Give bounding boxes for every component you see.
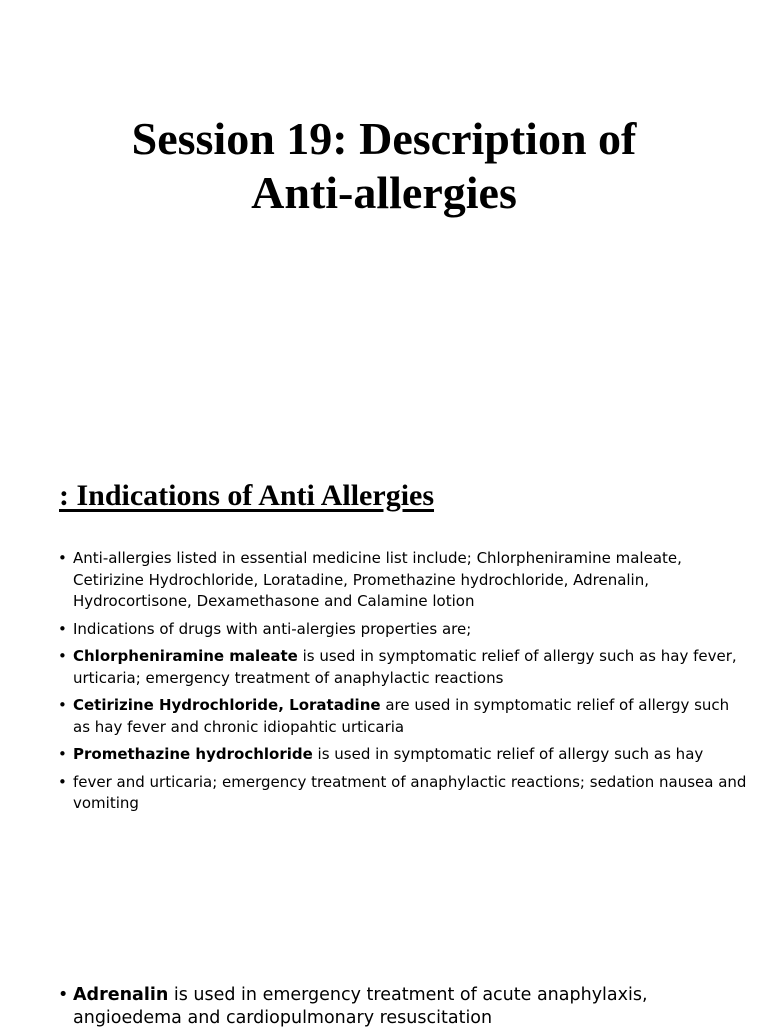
bullet-text: are used in symptomatic relief of allergy such as hay fever and chronic idiopahtic urticaria	[73, 696, 730, 736]
bullet-text: is used in emergency treatment of acute anaphylaxis, angioedema and cardiopulmonary resuscitation	[73, 985, 648, 1028]
bullet-marker: •	[58, 696, 67, 714]
bullet-bold-text: Cetirizine Hydrochloride, Loratadine	[73, 696, 381, 714]
bullet-item	[58, 744, 748, 766]
bullet-item	[58, 984, 748, 1030]
bullet-marker: •	[58, 772, 67, 791]
bullet-marker: •	[58, 647, 67, 665]
bullet-marker: •	[58, 745, 67, 763]
slide-title	[0, 112, 768, 220]
bullet-item	[58, 548, 748, 613]
bullet-marker: •	[58, 985, 69, 1005]
bullet-bold-text: Adrenalin	[73, 985, 169, 1005]
bullet-marker: •	[58, 549, 67, 567]
section-heading: : Indications of Anti Allergies	[59, 479, 435, 512]
bullet-text: is used in symptomatic relief of allergy such as hay	[312, 745, 704, 763]
bullet-item	[58, 772, 748, 815]
bullet-item	[58, 695, 748, 738]
bullet-item	[58, 619, 748, 641]
slide-title-line-2: Anti-allergies	[251, 167, 517, 218]
bullet-bold-text: Promethazine hydrochloride	[73, 745, 313, 763]
bullet-text: Indications of drugs with anti-alergies properties are;	[73, 619, 472, 638]
bullet-text: Anti-allergies listed in essential medicine list include; Chlorpheniramine maleate, Cetirizine Hydrochloride, Loratadine, Promethazine hydrochloride, Adrenalin, Hydrocortisone, Dexamethasone and Calamine lotion	[73, 549, 682, 610]
bullet-text: fever and urticaria; emergency treatment of anaphylactic reactions; sedation nausea and vomiting	[73, 772, 747, 812]
bullet-marker: •	[58, 619, 67, 638]
bullet-bold-text: Chlorpheniramine maleate	[73, 647, 298, 665]
bullet-text: is used in symptomatic relief of allergy such as hay fever, urticaria; emergency treatment of anaphylactic reactions	[73, 647, 737, 687]
slide-title-line-1: Session 19: Description of	[131, 113, 637, 164]
adrenalin-bullet-list	[58, 984, 748, 1030]
indications-bullet-list	[58, 548, 748, 821]
bullet-item	[58, 646, 748, 689]
